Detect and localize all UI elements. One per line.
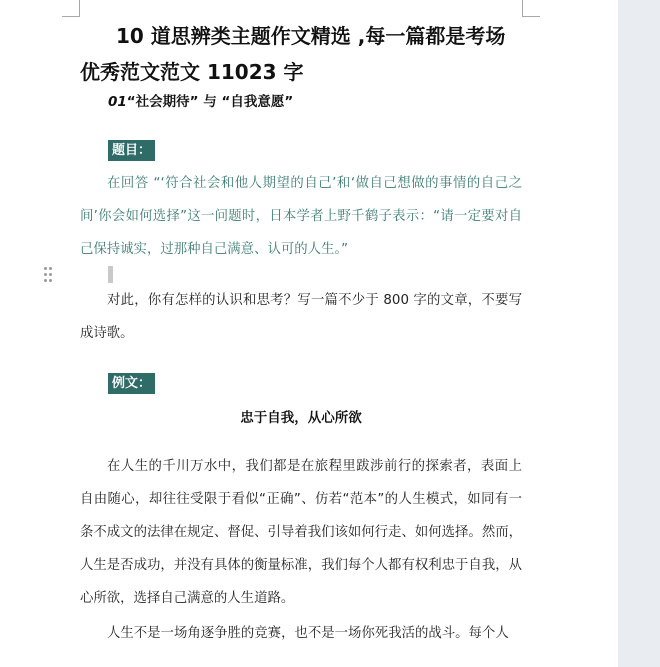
example-tag: 例文：: [108, 373, 155, 394]
prompt-tag: 题目：: [108, 140, 155, 161]
crop-mark-right-vertical: [522, 0, 523, 16]
crop-mark-right-horizontal: [522, 16, 540, 17]
section-heading-text: “社会期待” 与 “自我意愿”: [126, 94, 294, 110]
crop-mark-left-vertical: [79, 0, 80, 16]
section-heading: [108, 90, 293, 110]
drag-handle-icon[interactable]: [43, 266, 53, 284]
document-title: 10 道思辨类主题作文精选 ,每一篇都是考场优秀范文范文 11023 字: [80, 24, 506, 84]
right-gutter: [618, 0, 660, 667]
text-cursor: [108, 266, 113, 283]
crop-mark-left-horizontal: [62, 16, 80, 17]
essay-paragraph-1: 在人生的千川万水中，我们都是在旅程里跋涉前行的探索者，表面上自由随心，却往往受限于看似“正确”、仿若“范本”的人生模式，如同有一条不成文的法律在规定、督促、引导着我们该如何行走、如何选择。然而，人生是否成功，并没有具体的衡量标准，我们每个人都有权利忠于自我，从心所欲，选择自己满意的人生道路。: [80, 459, 522, 606]
section-number: 01: [108, 94, 127, 110]
essay-title: 忠于自我，从心所欲: [240, 410, 362, 426]
prompt-question: 对此，你有怎样的认识和思考？写一篇不少于 800 字的文章，不要写成诗歌。: [80, 293, 522, 341]
essay-paragraph-2: 人生不是一场角逐争胜的竞赛，也不是一场你死我活的战斗。每个人: [107, 626, 509, 641]
prompt-text: 在回答 “‘符合社会和他人期望的自己’和‘做自己想做的事情的自己之间’你会如何选择”这一问题时，日本学者上野千鹤子表示：“请一定要对自己保持诚实，过那种自己满意、认可的人生。”: [80, 176, 522, 257]
